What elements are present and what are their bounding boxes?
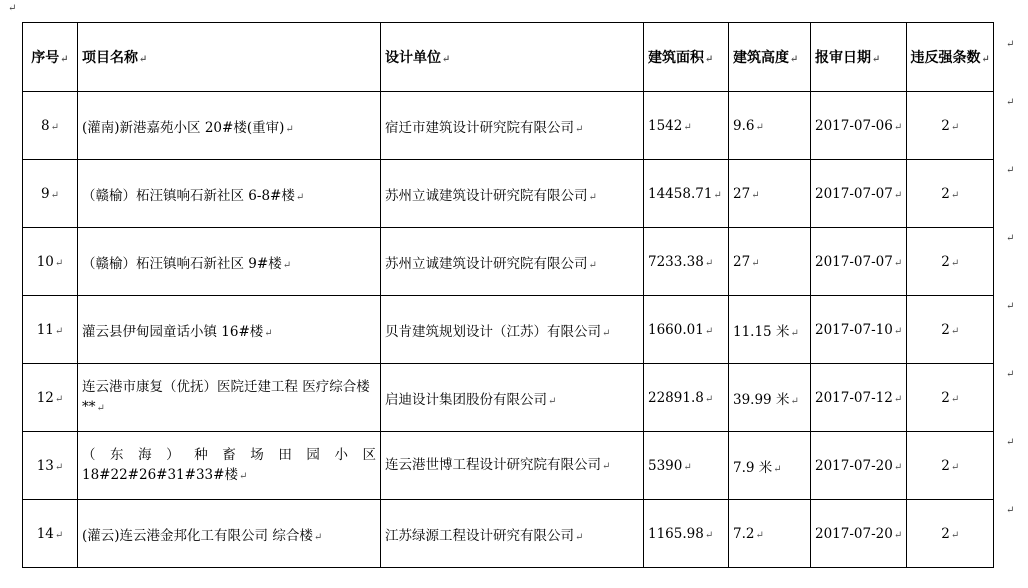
- cell-date: 2017-07-06↵: [811, 92, 907, 160]
- paragraph-mark: ↵: [893, 461, 903, 473]
- review-table: [22, 22, 994, 568]
- paragraph-mark: ↵: [96, 402, 105, 414]
- header-height: 建筑高度↵: [729, 23, 811, 92]
- cell-unit: 宿迁市建筑设计研究院有限公司↵: [381, 92, 644, 160]
- paragraph-mark: ↵: [238, 470, 248, 482]
- header-count: 违反强条数↵: [907, 23, 994, 92]
- cell-count: 2↵: [907, 432, 994, 500]
- paragraph-mark: ↵: [285, 123, 294, 135]
- paragraph-mark: ↵: [588, 259, 597, 271]
- paragraph-mark: ↵: [683, 461, 692, 473]
- table-row: [23, 296, 994, 364]
- paragraph-mark: ↵: [981, 54, 990, 65]
- paragraph-mark: ↵: [950, 325, 960, 337]
- row-end-mark: ↵: [1006, 301, 1015, 312]
- paragraph-mark: ↵: [893, 529, 903, 541]
- paragraph-mark: ↵: [54, 529, 64, 541]
- cell-area: 5390↵: [644, 432, 729, 500]
- cell-unit: 苏州立诚建筑设计研究院有限公司↵: [381, 228, 644, 296]
- table-row: [23, 92, 994, 160]
- paragraph-mark: ↵: [893, 189, 903, 201]
- table-row: [23, 432, 994, 500]
- header-name: 项目名称↵: [78, 23, 381, 92]
- row-end-mark: ↵: [1006, 233, 1015, 244]
- cell-count: 2↵: [907, 500, 994, 568]
- paragraph-mark: ↵: [950, 393, 960, 405]
- paragraph-mark: ↵: [442, 54, 451, 65]
- paragraph-mark: ↵: [588, 191, 597, 203]
- paragraph-mark: ↵: [548, 395, 557, 407]
- cell-count: 2↵: [907, 296, 994, 364]
- cell-unit: 启迪设计集团股份有限公司↵: [381, 364, 644, 432]
- paragraph-mark: ↵: [54, 461, 64, 473]
- cell-date: 2017-07-12↵: [811, 364, 907, 432]
- paragraph-mark: ↵: [755, 529, 764, 541]
- paragraph-mark: ↵: [893, 121, 903, 133]
- paragraph-mark: ↵: [751, 257, 760, 269]
- cell-height: 27↵: [729, 228, 811, 296]
- cell-area: 22891.8↵: [644, 364, 729, 432]
- row-end-mark: ↵: [1006, 97, 1015, 108]
- cell-unit: 苏州立诚建筑设计研究院有限公司↵: [381, 160, 644, 228]
- paragraph-mark: ↵: [790, 54, 799, 65]
- cell-area: 1660.01↵: [644, 296, 729, 364]
- paragraph-mark: ↵: [602, 460, 611, 472]
- paragraph-mark: ↵: [54, 393, 64, 405]
- cell-height: 27↵: [729, 160, 811, 228]
- paragraph-mark: ↵: [602, 327, 611, 339]
- cell-unit: 江苏绿源工程设计研究有限公司↵: [381, 500, 644, 568]
- paragraph-mark: ↵: [54, 325, 64, 337]
- cell-no: 8↵: [23, 92, 78, 160]
- paragraph-mark: ↵: [893, 325, 903, 337]
- paragraph-mark: ↵: [950, 461, 960, 473]
- header-date: 报审日期↵: [811, 23, 907, 92]
- paragraph-mark: ↵: [893, 257, 903, 269]
- table-row: [23, 228, 994, 296]
- paragraph-mark: ↵: [575, 531, 584, 543]
- paragraph-mark: ↵: [713, 189, 722, 201]
- cell-date: 2017-07-20↵: [811, 432, 907, 500]
- paragraph-mark: ↵: [704, 257, 714, 269]
- cell-no: 11↵: [23, 296, 78, 364]
- paragraph-mark: ↵: [50, 189, 59, 201]
- table-row: [23, 500, 994, 568]
- cell-no: 9↵: [23, 160, 78, 228]
- paragraph-mark: ↵: [139, 54, 148, 65]
- paragraph-mark: ↵: [313, 531, 323, 543]
- cell-height: 9.6↵: [729, 92, 811, 160]
- paragraph-mark: ↵: [950, 529, 960, 541]
- paragraph-mark: ↵: [704, 393, 714, 405]
- paragraph-mark: ↵: [704, 529, 714, 541]
- cell-no: 12↵: [23, 364, 78, 432]
- cell-unit: 连云港世博工程设计研究院有限公司↵: [381, 432, 644, 500]
- paragraph-mark: ↵: [575, 123, 584, 135]
- cell-height: 39.99 米↵: [729, 364, 811, 432]
- paragraph-mark: ↵: [50, 121, 59, 133]
- cell-area: 1165.98↵: [644, 500, 729, 568]
- cell-date: 2017-07-10↵: [811, 296, 907, 364]
- header-row: [23, 23, 994, 92]
- paragraph-mark: ↵: [790, 327, 799, 339]
- cell-name: 灌云县伊甸园童话小镇 16#楼↵: [78, 296, 381, 364]
- paragraph-mark: ↵: [683, 121, 692, 133]
- paragraph-mark: ↵: [950, 121, 960, 133]
- row-end-mark: ↵: [1006, 165, 1015, 176]
- header-no: 序号↵: [23, 23, 78, 92]
- cell-name: (灌南)新港嘉苑小区 20#楼(重审)↵: [78, 92, 381, 160]
- paragraph-mark: ↵: [755, 121, 764, 133]
- cell-area: 14458.71↵: [644, 160, 729, 228]
- paragraph-mark: ↵: [773, 463, 782, 475]
- cell-unit: 贝肯建筑规划设计（江苏）有限公司↵: [381, 296, 644, 364]
- cell-count: 2↵: [907, 364, 994, 432]
- paragraph-mark: ↵: [54, 257, 64, 269]
- cell-name: （赣榆）柘汪镇响石新社区 6-8#楼↵: [78, 160, 381, 228]
- cell-area: 1542↵: [644, 92, 729, 160]
- cell-name: （赣榆）柘汪镇响石新社区 9#楼↵: [78, 228, 381, 296]
- table-row: [23, 364, 994, 432]
- cell-count: 2↵: [907, 160, 994, 228]
- cell-area: 7233.38↵: [644, 228, 729, 296]
- paragraph-mark: ↵: [950, 189, 960, 201]
- row-end-mark: ↵: [1006, 39, 1015, 50]
- paragraph-mark: ↵: [8, 3, 17, 14]
- cell-no: 10↵: [23, 228, 78, 296]
- paragraph-mark: ↵: [704, 325, 714, 337]
- cell-height: 7.9 米↵: [729, 432, 811, 500]
- cell-date: 2017-07-07↵: [811, 160, 907, 228]
- paragraph-mark: ↵: [751, 189, 760, 201]
- paragraph-mark: ↵: [872, 54, 881, 65]
- paragraph-mark: ↵: [264, 327, 273, 339]
- paragraph-mark: ↵: [950, 257, 960, 269]
- table-row: [23, 160, 994, 228]
- paragraph-mark: ↵: [893, 393, 903, 405]
- cell-date: 2017-07-20↵: [811, 500, 907, 568]
- paragraph-mark: ↵: [282, 259, 292, 271]
- cell-count: 2↵: [907, 228, 994, 296]
- cell-date: 2017-07-07↵: [811, 228, 907, 296]
- cell-name: 连云港市康复（优抚）医院迁建工程 医疗综合楼 **↵: [78, 364, 381, 432]
- cell-name: (灌云)连云港金邦化工有限公司 综合楼↵: [78, 500, 381, 568]
- row-end-mark: ↵: [1006, 437, 1015, 448]
- cell-count: 2↵: [907, 92, 994, 160]
- cell-no: 14↵: [23, 500, 78, 568]
- cell-height: 11.15 米↵: [729, 296, 811, 364]
- cell-no: 13↵: [23, 432, 78, 500]
- paragraph-mark: ↵: [60, 54, 69, 65]
- row-end-mark: ↵: [1006, 505, 1015, 516]
- cell-height: 7.2↵: [729, 500, 811, 568]
- paragraph-mark: ↵: [295, 191, 305, 203]
- header-area: 建筑面积↵: [644, 23, 729, 92]
- row-end-mark: ↵: [1006, 369, 1015, 380]
- paragraph-mark: ↵: [790, 395, 799, 407]
- header-unit: 设计单位↵: [381, 23, 644, 92]
- cell-name: （东海）种畜场田园小区 18#22#26#31#33#楼↵: [78, 432, 381, 500]
- paragraph-mark: ↵: [705, 54, 714, 65]
